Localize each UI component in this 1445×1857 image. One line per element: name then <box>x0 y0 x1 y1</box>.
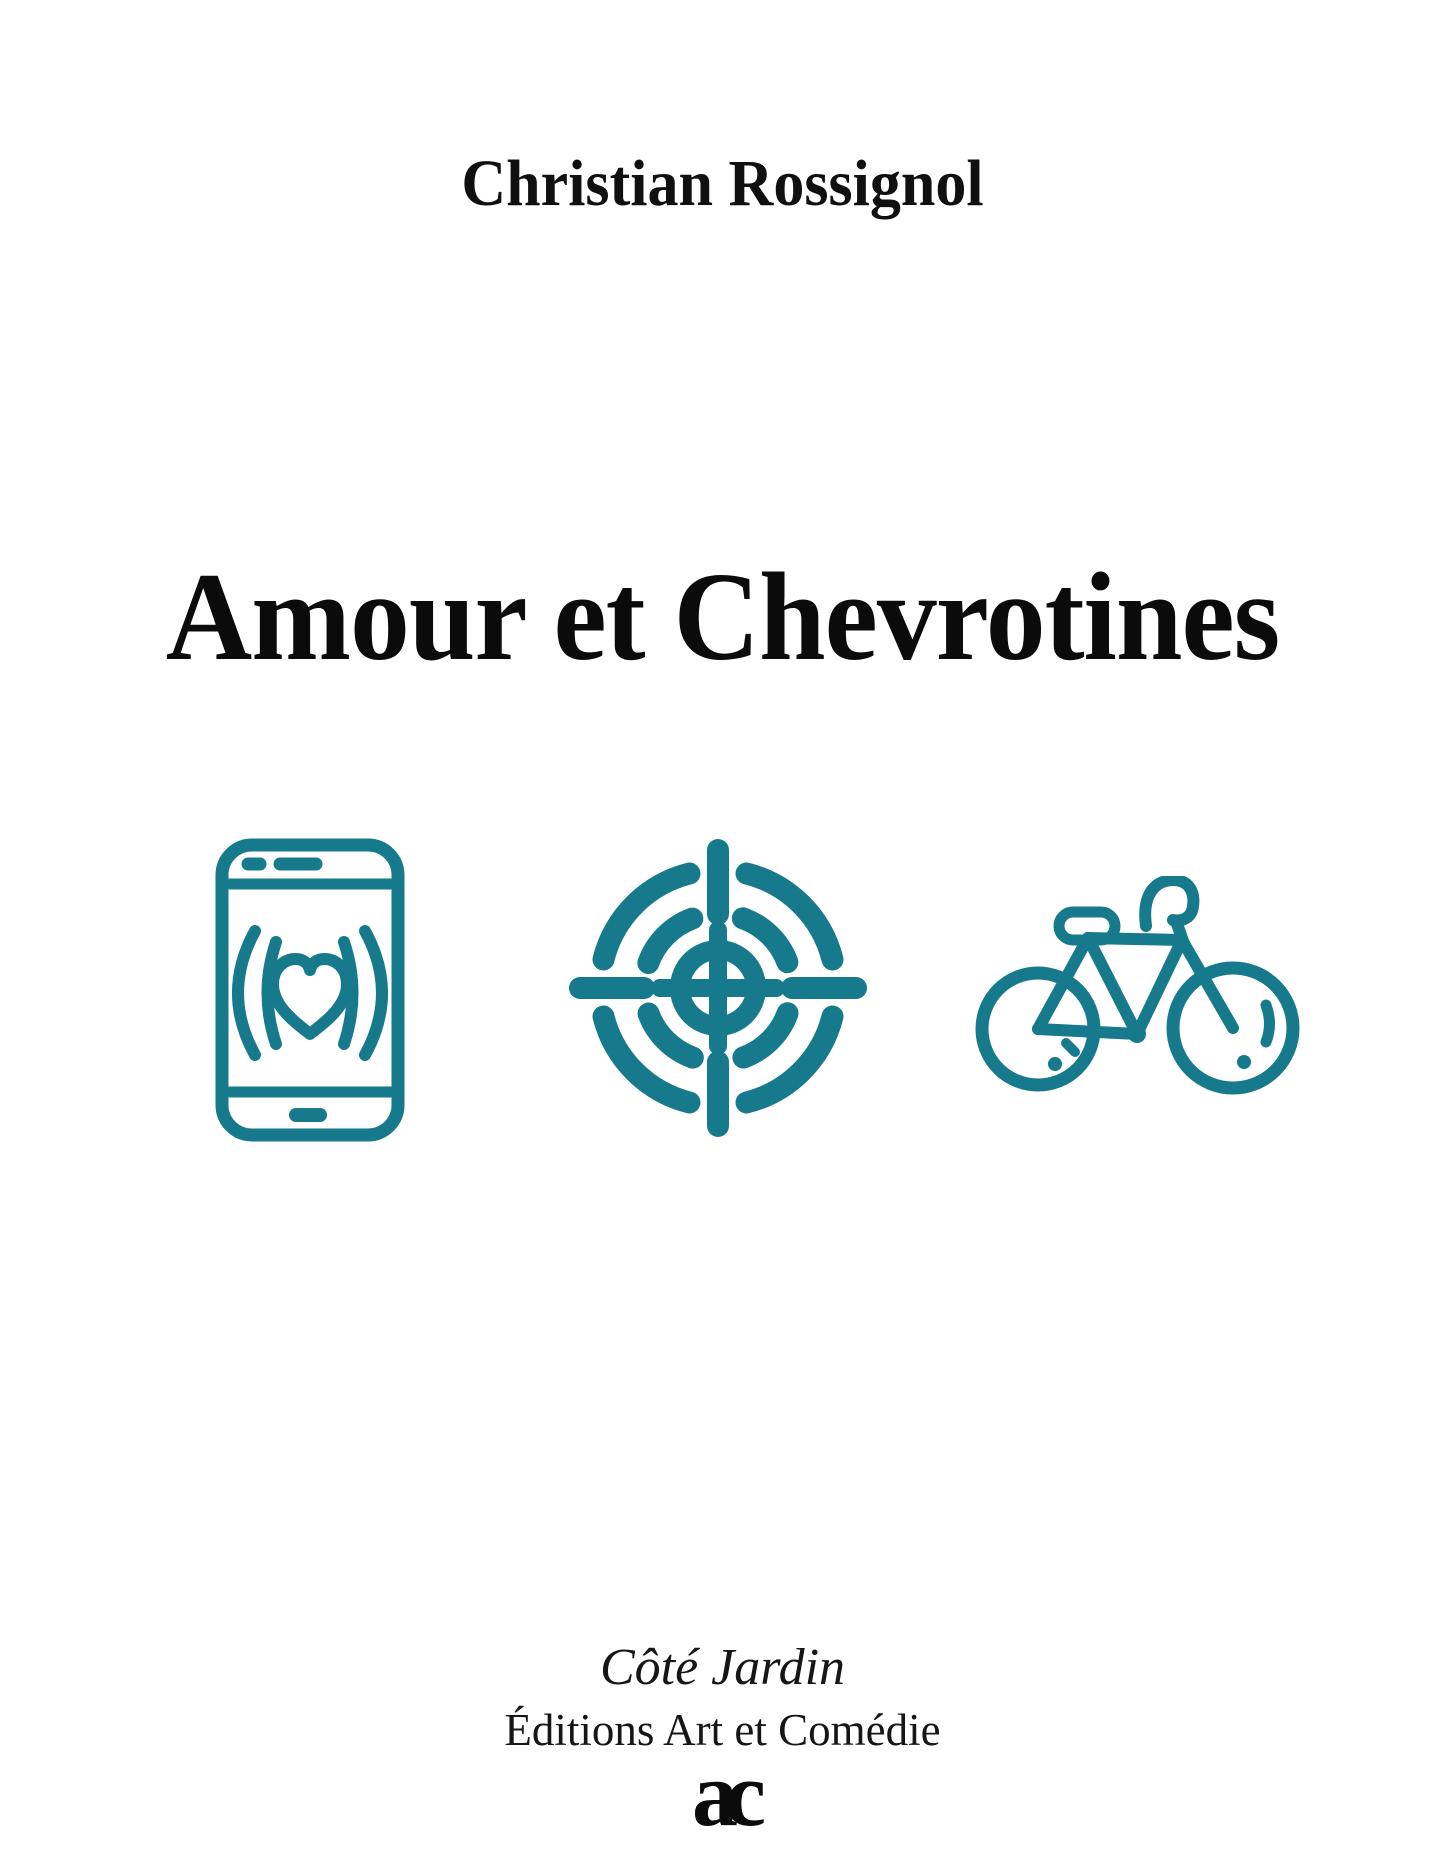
crosshair-target-icon <box>568 838 868 1138</box>
book-title: Amour et Chevrotines <box>165 548 1280 687</box>
bicycle-icon <box>975 876 1305 1100</box>
author-name: Christian Rossignol <box>461 147 984 220</box>
phone-heart-icon <box>215 838 405 1142</box>
publisher-name: Éditions Art et Comédie <box>504 1705 941 1755</box>
collection-name: Côté Jardin <box>599 1639 846 1696</box>
publisher-logo: ac <box>691 1743 754 1845</box>
